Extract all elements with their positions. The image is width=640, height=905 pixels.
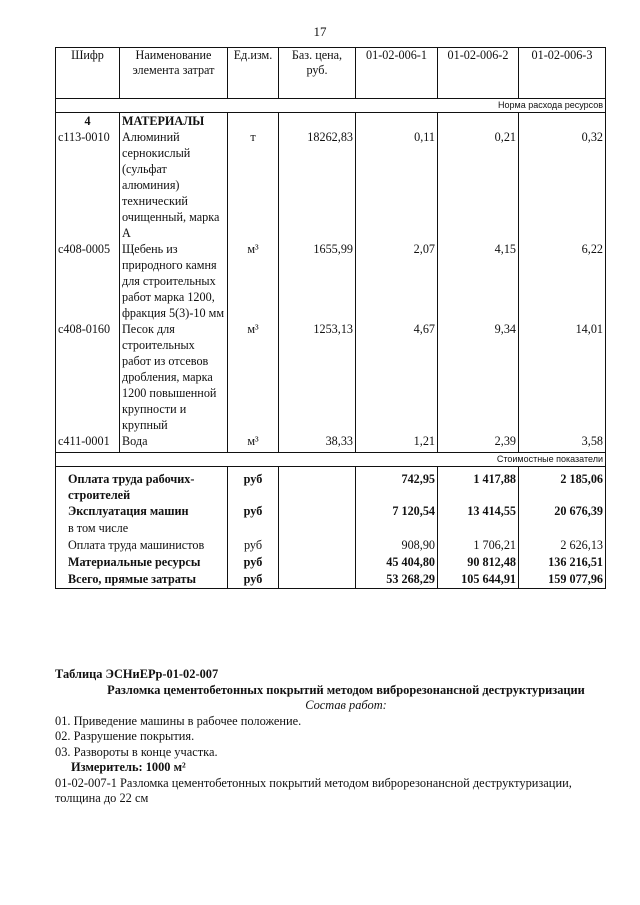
material-value-3: 0,32 [519,129,606,241]
total-value-1: 742,95 [356,467,438,504]
total-row [56,571,606,589]
total-row [56,503,606,520]
total-unit: руб [228,467,279,504]
total-row [56,520,606,537]
total-value-3: 136 216,51 [519,554,606,571]
total-label: Материальные ресурсы [56,554,228,571]
norm-band-label: Норма расхода ресурсов [56,99,606,113]
total-value-3: 20 676,39 [519,503,606,520]
total-value-3: 159 077,96 [519,571,606,589]
total-value-1: 53 268,29 [356,571,438,589]
material-unit: т [228,129,279,241]
cost-band-label: Стоимостные показатели [56,453,606,467]
total-value-2: 13 414,55 [438,503,519,520]
material-value-2: 2,39 [438,433,519,453]
material-value-2: 0,21 [438,129,519,241]
header-code: Шифр [56,48,120,99]
composition-item: 03. Развороты в конце участка. [55,744,218,759]
total-value-2: 1 417,88 [438,467,519,504]
header-price: Баз. цена, руб. [279,48,356,99]
header-row [56,48,606,99]
composition-item: 01. Приведение машины в рабочее положение. [55,713,302,728]
item-description-line: 01-02-007-1 Разломка цементобетонных покрытий методом виброрезонансной деструктуризации, [55,775,572,790]
material-value-3: 6,22 [519,241,606,321]
material-name: Вода [120,433,228,453]
total-value-1: 45 404,80 [356,554,438,571]
material-price: 1655,99 [279,241,356,321]
material-row [56,241,606,321]
total-value-3: 2 185,06 [519,467,606,504]
total-label: Всего, прямые затраты [56,571,228,589]
total-value-2: 105 644,91 [438,571,519,589]
material-value-1: 0,11 [356,129,438,241]
material-name: Алюминий сернокислый (сульфат алюминия) технический очищенный, марка А [120,129,228,241]
material-code: с408-0005 [56,241,120,321]
header-col1: 01-02-006-1 [356,48,438,99]
total-value-1: 908,90 [356,537,438,554]
header-col2: 01-02-006-2 [438,48,519,99]
resource-table [55,47,606,589]
material-unit: м³ [228,241,279,321]
material-name: Щебень из природного камня для строительных работ марка 1200, фракция 5(3)-10 мм [120,241,228,321]
total-value-1: 7 120,54 [356,503,438,520]
header-name: Наименование элемента затрат [120,48,228,99]
material-value-1: 1,21 [356,433,438,453]
composition-title: Состав работ: [305,698,387,712]
table-title: Таблица ЭСНиЕРр-01-02-007 [55,667,219,681]
section-row [56,113,606,130]
total-label: в том числе [56,520,228,537]
total-label: Оплата труда рабочих-строителей [56,467,228,504]
header-unit: Ед.изм. [228,48,279,99]
measure-unit: Измеритель: 1000 м² [71,760,186,774]
page-number: 17 [313,24,327,39]
total-row [56,554,606,571]
total-value-3: 2 626,13 [519,537,606,554]
header-col3: 01-02-006-3 [519,48,606,99]
material-code: с408-0160 [56,321,120,433]
item-description-line: толщина до 22 см [55,791,149,805]
material-price: 1253,13 [279,321,356,433]
table-description [55,667,615,807]
material-row [56,321,606,433]
total-unit: руб [228,554,279,571]
composition-item: 02. Разрушение покрытия. [55,729,195,743]
material-value-3: 3,58 [519,433,606,453]
material-value-3: 14,01 [519,321,606,433]
material-price: 38,33 [279,433,356,453]
section-title: МАТЕРИАЛЫ [120,113,228,130]
norm-band-row [56,99,606,113]
material-value-1: 4,67 [356,321,438,433]
total-unit: руб [228,503,279,520]
material-code: с411-0001 [56,433,120,453]
material-value-2: 4,15 [438,241,519,321]
material-value-1: 2,07 [356,241,438,321]
table-name: Разломка цементобетонных покрытий методом виброрезонансной деструктуризации [107,682,585,697]
cost-band-row [56,453,606,467]
total-row [56,537,606,554]
total-unit: руб [228,571,279,589]
material-name: Песок для строительных работ из отсевов дробления, марка 1200 повышенной крупности и крупный [120,321,228,433]
total-label: Эксплуатация машин [56,503,228,520]
material-row [56,129,606,241]
material-unit: м³ [228,321,279,433]
total-label: Оплата труда машинистов [56,537,228,554]
total-row [56,467,606,504]
material-row [56,433,606,453]
material-code: с113-0010 [56,129,120,241]
total-value-2: 90 812,48 [438,554,519,571]
material-unit: м³ [228,433,279,453]
material-value-2: 9,34 [438,321,519,433]
total-value-2: 1 706,21 [438,537,519,554]
material-price: 18262,83 [279,129,356,241]
section-number: 4 [56,113,120,130]
total-unit: руб [228,537,279,554]
